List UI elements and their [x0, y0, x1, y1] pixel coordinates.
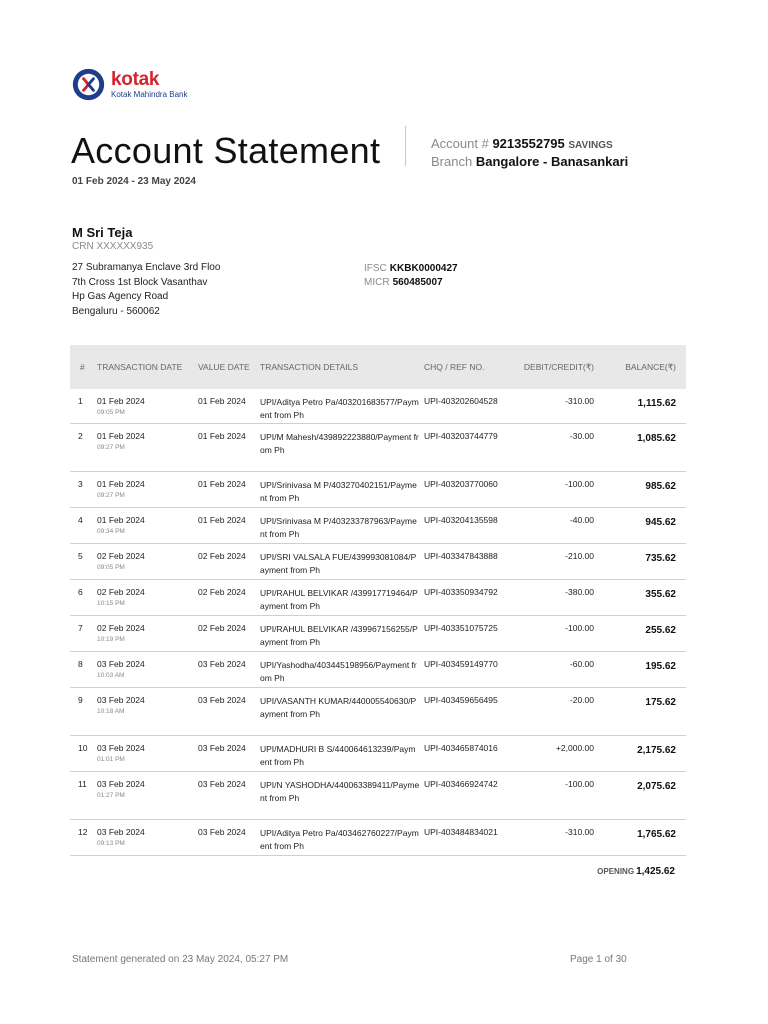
row-value-date: 01 Feb 2024	[198, 515, 246, 525]
statement-generated-note: Statement generated on 23 May 2024, 05:27 PM	[72, 954, 289, 965]
row-time: 09:05 PM	[97, 409, 125, 416]
row-date: 01 Feb 2024	[97, 515, 145, 525]
row-time: 10:18 AM	[97, 708, 125, 715]
row-value-date: 03 Feb 2024	[198, 827, 246, 837]
row-ref: UPI-403466924742	[424, 779, 498, 789]
row-amount: -30.00	[569, 431, 594, 441]
row-index: 7	[78, 623, 83, 633]
col-header-amount: DEBIT/CREDIT(₹)	[523, 362, 594, 372]
address-line: 7th Cross 1st Block Vasanthav	[72, 276, 208, 288]
col-header-balance: BALANCE(₹)	[625, 362, 676, 372]
table-row	[70, 616, 686, 652]
opening-balance	[597, 866, 675, 877]
row-balance: 985.62	[645, 481, 676, 492]
row-value-date: 02 Feb 2024	[198, 623, 246, 633]
row-index: 8	[78, 659, 83, 669]
row-amount: -20.00	[569, 695, 594, 705]
row-index: 10	[78, 743, 88, 753]
table-header	[70, 345, 686, 389]
ifsc-line	[364, 262, 458, 276]
statement-period: 01 Feb 2024 - 23 May 2024	[72, 176, 196, 187]
row-balance: 1,115.62	[637, 398, 676, 409]
row-ref: UPI-403465874016	[424, 743, 498, 753]
branch-line	[431, 154, 628, 169]
col-header-transaction-date: TRANSACTION DATE	[97, 362, 183, 372]
customer-crn: CRN XXXXXX935	[72, 241, 154, 252]
row-index: 9	[78, 695, 83, 705]
row-ref: UPI-403459149770	[424, 659, 498, 669]
row-balance: 2,075.62	[637, 781, 676, 792]
row-time: 09:27 PM	[97, 444, 125, 451]
address-line: Hp Gas Agency Road	[72, 291, 169, 302]
row-index: 11	[78, 779, 87, 789]
row-amount: -60.00	[569, 659, 594, 669]
customer-address	[72, 261, 220, 319]
row-time: 09:27 PM	[97, 492, 125, 499]
row-ref: UPI-403347843888	[424, 551, 498, 561]
row-time: 01:27 PM	[97, 792, 125, 799]
row-details: UPI/VASANTH KUMAR/440005540630/Payment from Ph	[260, 696, 417, 719]
account-label: Account #	[431, 136, 489, 151]
row-ref: UPI-403203744779	[424, 431, 498, 441]
row-amount: -40.00	[569, 515, 594, 525]
row-time: 09:13 PM	[97, 840, 125, 847]
row-amount: -380.00	[565, 587, 594, 597]
col-header-value-date: VALUE DATE	[198, 362, 250, 372]
row-date: 03 Feb 2024	[97, 779, 145, 789]
row-details: UPI/Srinivasa M P/403233787963/Payment from Ph	[260, 516, 417, 539]
row-date: 01 Feb 2024	[97, 396, 145, 406]
row-balance: 735.62	[645, 553, 676, 564]
table-row	[70, 544, 686, 580]
row-ref: UPI-403202604528	[424, 396, 498, 406]
row-value-date: 03 Feb 2024	[198, 779, 246, 789]
row-value-date: 03 Feb 2024	[198, 743, 246, 753]
row-date: 01 Feb 2024	[97, 431, 145, 441]
row-date: 03 Feb 2024	[97, 827, 145, 837]
row-time: 09:34 PM	[97, 528, 125, 535]
row-balance: 255.62	[645, 625, 676, 636]
row-balance: 355.62	[645, 589, 676, 600]
row-details: UPI/RAHUL BELVIKAR /439917719464/Payment from Ph	[260, 588, 418, 611]
bank-codes	[364, 262, 458, 290]
row-date: 02 Feb 2024	[97, 551, 145, 561]
opening-label: OPENING	[597, 867, 635, 876]
row-index: 6	[78, 587, 83, 597]
row-index: 1	[78, 396, 83, 406]
row-amount: +2,000.00	[555, 743, 594, 753]
account-number: 9213552795	[492, 136, 565, 151]
row-details: UPI/N YASHODHA/440063389411/Payment from Ph	[260, 780, 420, 803]
row-time: 09:05 PM	[97, 564, 125, 571]
branch-label: Branch	[431, 154, 473, 169]
row-balance: 195.62	[645, 661, 676, 672]
row-details: UPI/RAHUL BELVIKAR /439967156255/Payment from Ph	[260, 624, 418, 647]
row-details: UPI/Srinivasa M P/403270402151/Payment from Ph	[260, 480, 417, 503]
page-indicator: Page 1 of 30	[570, 954, 627, 965]
row-ref: UPI-403350934792	[424, 587, 498, 597]
row-value-date: 01 Feb 2024	[198, 479, 246, 489]
row-time: 10:19 PM	[97, 636, 125, 643]
row-amount: -100.00	[565, 479, 594, 489]
row-index: 3	[78, 479, 83, 489]
branch-name: Bangalore - Banasankari	[475, 154, 629, 169]
col-header-ref: CHQ / REF NO.	[424, 362, 485, 372]
address-line: Bengaluru - 560062	[72, 305, 160, 317]
row-value-date: 01 Feb 2024	[198, 396, 246, 406]
micr-label: MICR	[364, 277, 390, 288]
row-ref: UPI-403484834021	[424, 827, 498, 837]
table-row	[70, 820, 686, 856]
micr-code: 560485007	[392, 277, 443, 288]
row-ref: UPI-403203770060	[424, 479, 498, 489]
col-header-details: TRANSACTION DETAILS	[260, 362, 359, 372]
row-date: 03 Feb 2024	[97, 743, 145, 753]
row-balance: 2,175.62	[637, 745, 676, 756]
address-line: 27 Subramanya Enclave 3rd Floo	[72, 262, 221, 273]
row-details: UPI/Aditya Petro Pa/403201683577/Payment from Ph	[260, 397, 419, 420]
row-time: 10:15 PM	[97, 600, 125, 607]
row-balance: 1,085.62	[637, 433, 676, 444]
row-value-date: 03 Feb 2024	[198, 659, 246, 669]
row-index: 4	[78, 515, 83, 525]
bank-name: kotak	[111, 69, 160, 90]
row-ref: UPI-403351075725	[424, 623, 498, 633]
table-row	[70, 688, 686, 736]
row-index: 2	[78, 431, 83, 441]
table-row	[70, 580, 686, 616]
row-details: UPI/MADHURI B S/440064613239/Payment from Ph	[260, 744, 416, 767]
row-date: 02 Feb 2024	[97, 587, 145, 597]
account-type: SAVINGS	[568, 140, 613, 151]
ifsc-code: KKBK0000427	[389, 263, 458, 274]
row-date: 03 Feb 2024	[97, 659, 145, 669]
row-value-date: 01 Feb 2024	[198, 431, 246, 441]
row-details: UPI/Yashodha/403445198956/Payment from Ph	[260, 660, 417, 683]
row-details: UPI/Aditya Petro Pa/403462760227/Payment from Ph	[260, 828, 419, 851]
row-date: 02 Feb 2024	[97, 623, 145, 633]
row-value-date: 02 Feb 2024	[198, 551, 246, 561]
row-balance: 1,765.62	[637, 829, 676, 840]
row-balance: 175.62	[645, 697, 676, 708]
table-row	[70, 772, 686, 820]
table-row	[70, 472, 686, 508]
kotak-logo-icon	[72, 68, 105, 101]
row-amount: -100.00	[565, 779, 594, 789]
bank-subtitle: Kotak Mahindra Bank	[111, 90, 188, 99]
row-time: 10:03 AM	[97, 672, 125, 679]
table-row	[70, 389, 686, 424]
row-amount: -310.00	[565, 827, 594, 837]
col-header-index: #	[80, 362, 85, 372]
row-amount: -310.00	[565, 396, 594, 406]
page-title: Account Statement	[71, 130, 381, 171]
row-value-date: 03 Feb 2024	[198, 695, 246, 705]
table-row	[70, 652, 686, 688]
row-value-date: 02 Feb 2024	[198, 587, 246, 597]
row-balance: 945.62	[645, 517, 676, 528]
ifsc-label: IFSC	[364, 263, 387, 274]
row-index: 5	[78, 551, 83, 561]
account-number-line	[431, 136, 613, 151]
opening-value: 1,425.62	[636, 866, 675, 877]
row-date: 03 Feb 2024	[97, 695, 145, 705]
row-ref: UPI-403459656495	[424, 695, 498, 705]
table-row	[70, 424, 686, 472]
table-row	[70, 508, 686, 544]
row-details: UPI/M Mahesh/439892223880/Payment from Ph	[260, 432, 419, 455]
table-row	[70, 736, 686, 772]
customer-name: M Sri Teja	[72, 225, 133, 240]
row-index: 12	[78, 827, 88, 837]
bank-logo	[72, 68, 188, 101]
row-details: UPI/SRI VALSALA FUE/439993081084/Payment from Ph	[260, 552, 417, 575]
row-amount: -100.00	[565, 623, 594, 633]
row-time: 01:01 PM	[97, 756, 125, 763]
header-divider	[405, 126, 406, 166]
row-amount: -210.00	[565, 551, 594, 561]
row-date: 01 Feb 2024	[97, 479, 145, 489]
micr-line	[364, 276, 458, 290]
row-ref: UPI-403204135598	[424, 515, 498, 525]
